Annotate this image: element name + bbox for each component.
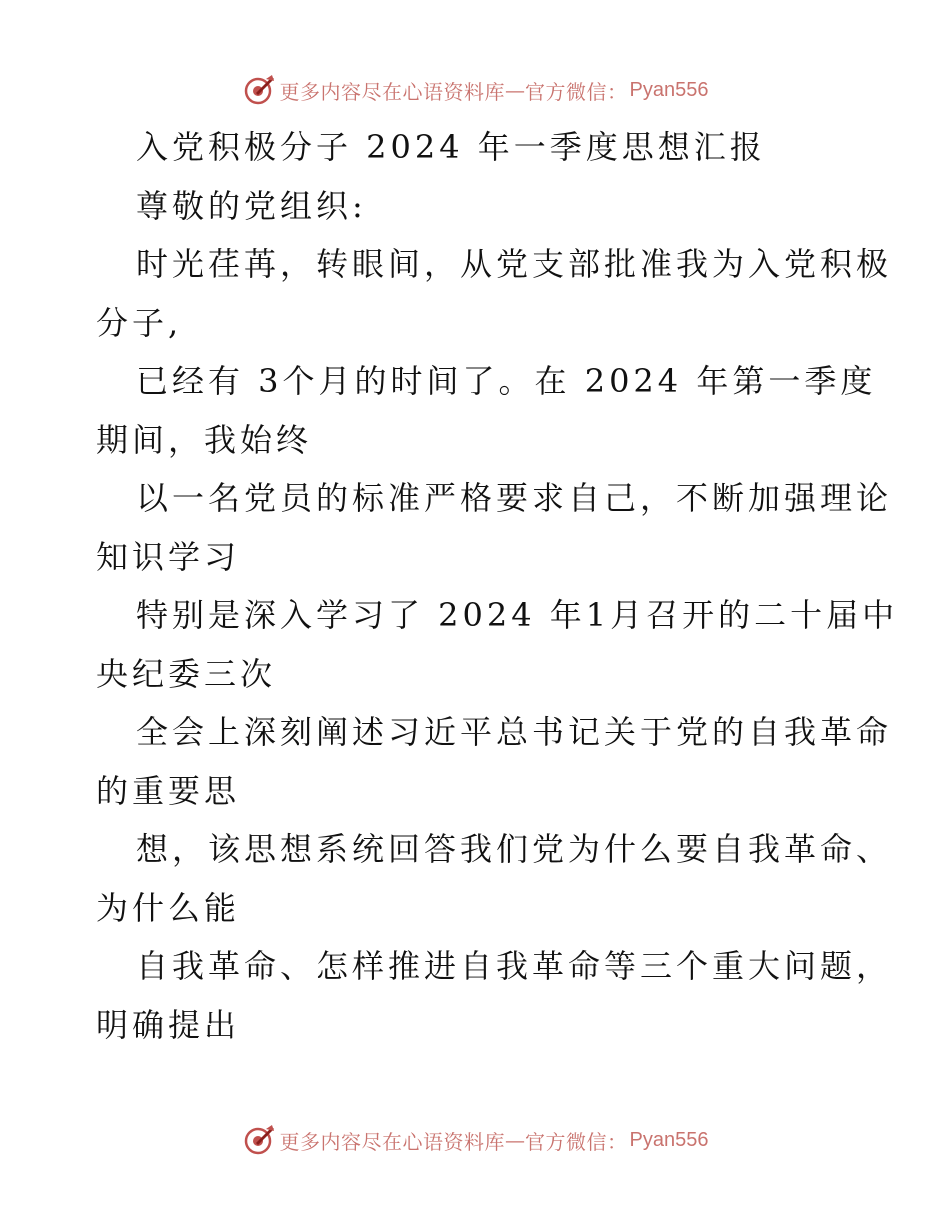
watermark-separator: — xyxy=(505,78,526,102)
paragraph-line: 为什么能 xyxy=(96,888,241,927)
paragraph-line: 知识学习 xyxy=(96,537,241,576)
quill-pen-circle-icon xyxy=(242,1123,276,1157)
salutation: 尊敬的党组织: xyxy=(136,186,367,225)
paragraph-line: 的重要思 xyxy=(96,771,241,810)
paragraph-line: 央纪委三次 xyxy=(96,654,277,693)
watermark-official-label: 官方微信： xyxy=(525,79,628,104)
watermark-text: 更多内容尽在心语资料库 xyxy=(279,79,506,104)
paragraph-line: 期间，我始终 xyxy=(96,420,313,459)
quill-pen-circle-icon xyxy=(242,73,276,107)
paragraph-line: 明确提出 xyxy=(96,1005,241,1044)
watermark-wechat-id: Pyan556 xyxy=(629,78,709,101)
watermark-separator: — xyxy=(505,1128,526,1152)
footer-watermark xyxy=(0,1120,950,1160)
paragraph-line: 时光荏苒，转眼间，从党支部批准我为入党积极 xyxy=(136,245,893,283)
paragraph-line: 想，该思想系统回答我们党为什么要自我革命、 xyxy=(136,830,893,868)
document-body xyxy=(96,118,899,1054)
paragraph-line: 分子, xyxy=(96,303,183,342)
paragraph-line: 已经有 3个月的时间了。在 2024 年第一季度 xyxy=(136,362,877,400)
paragraph-line: 自我革命、怎样推进自我革命等三个重大问题， xyxy=(136,947,893,985)
document-title: 入党积极分子 2024 年一季度思想汇报 xyxy=(136,128,766,166)
header-watermark xyxy=(0,70,950,110)
watermark-text: 更多内容尽在心语资料库 xyxy=(279,1129,506,1154)
watermark-official-label: 官方微信： xyxy=(525,1129,628,1154)
paragraph-line: 以一名党员的标准严格要求自己，不断加强理论 xyxy=(136,479,893,517)
paragraph-line: 全会上深刻阐述习近平总书记关于党的自我革命 xyxy=(136,713,893,751)
watermark-wechat-id: Pyan556 xyxy=(629,1128,709,1151)
paragraph-line: 特别是深入学习了 2024 年1月召开的二十届中 xyxy=(136,596,899,634)
